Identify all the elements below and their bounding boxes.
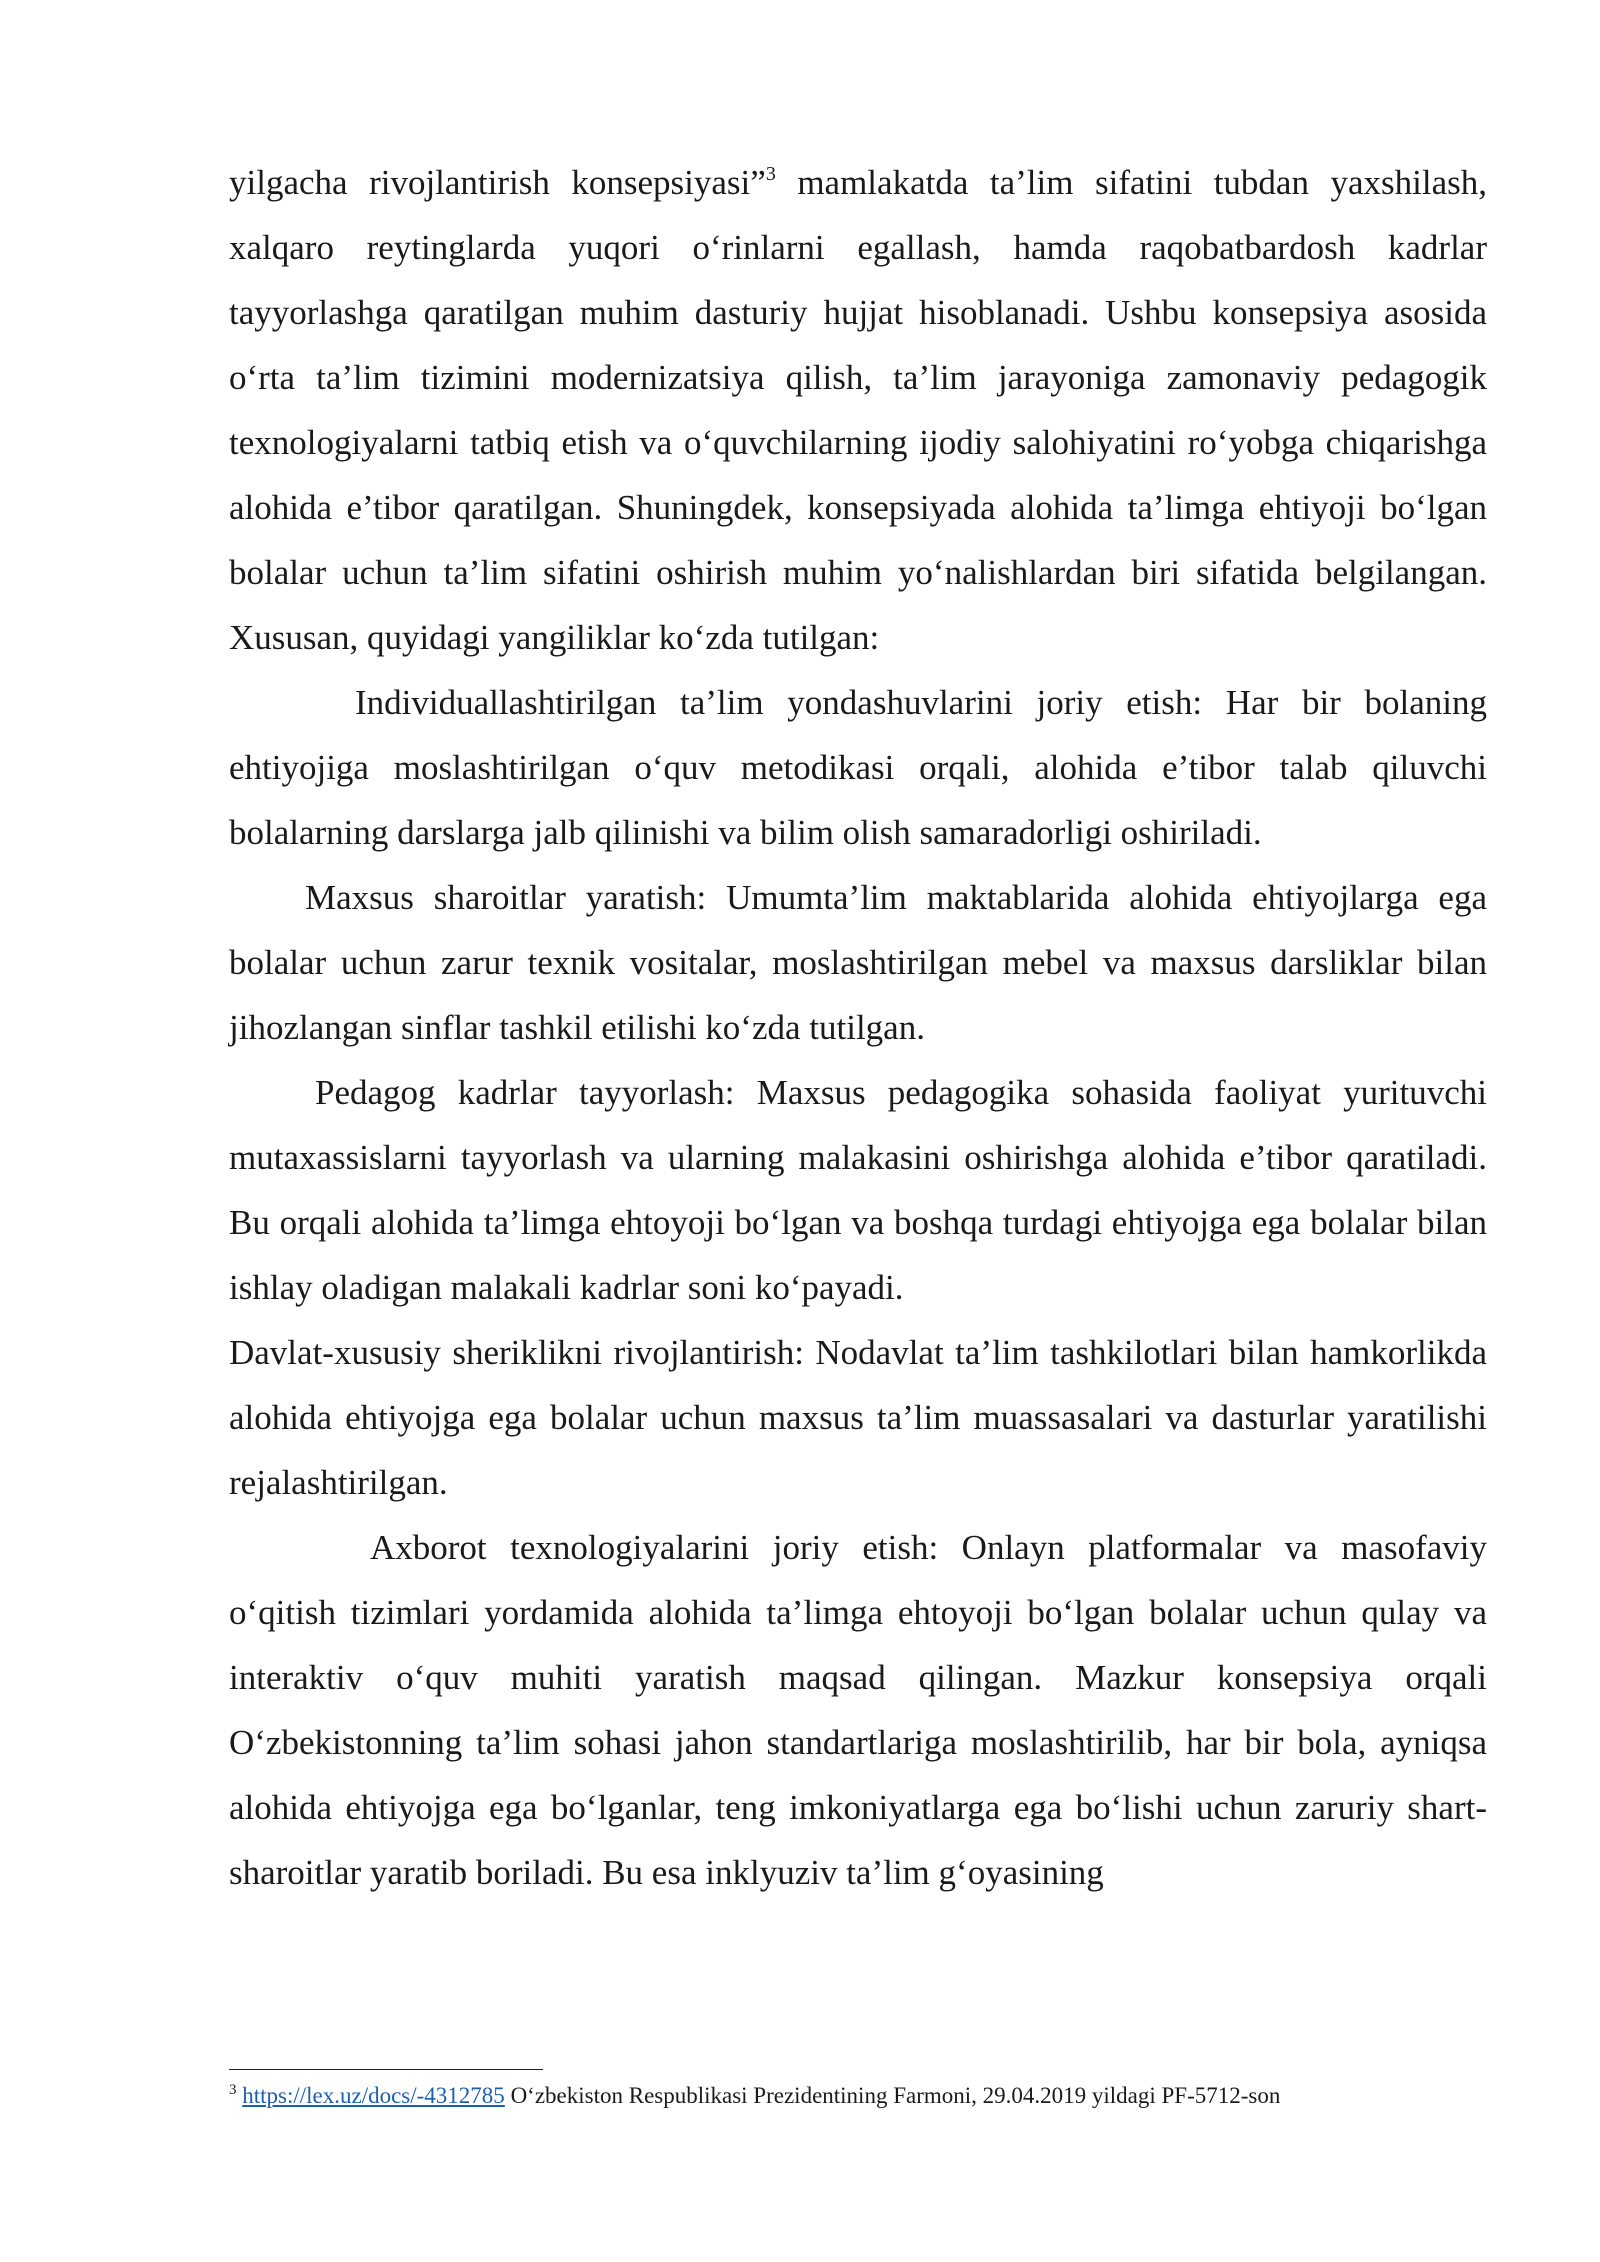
paragraph-1 — [229, 150, 1487, 670]
footnote-text: O‘zbekiston Respublikasi Prezidentining Farmoni, 29.04.2019 yildagi PF-5712-son — [504, 2083, 1281, 2108]
paragraph-1-start: yilgacha rivojlantirish konsepsiyasi” — [229, 163, 766, 202]
footnote-link[interactable]: https://lex.uz/docs/-4312785 — [242, 2083, 505, 2108]
paragraph-public-private-partnership: Davlat-xususiy sheriklikni rivojlantirish: Nodavlat ta’lim tashkilotlari bilan hamkorlikda alohida ehtiyojga ega bolalar uchun maxsus ta’lim muassasalari va dasturlar yaratilishi rejalashtirilgan. — [229, 1333, 1487, 1502]
paragraph-teacher-training: Pedagog kadrlar tayyorlash: Maxsus pedagogika sohasida faoliyat yurituvchi mutaxassislarni tayyorlash va ularning malakasini oshirishga alohida e’tibor qaratiladi. Bu orqali alohida ta’limga ehtoyoji bo‘lgan va boshqa turdagi ehtiyojga ega bolalar bilan ishlay oladigan malakali kadrlar soni ko‘payadi. — [229, 1073, 1487, 1307]
paragraph-information-technologies: Axborot texnologiyalarini joriy etish: Onlayn platformalar va masofaviy o‘qitish tizimlari yordamida alohida ta’limga ehtoyoji bo‘lgan bolalar uchun qulay va interaktiv o‘quv muhiti yaratish maqsad qilingan. Mazkur konsepsiya orqali O‘zbekistonning ta’lim sohasi jahon standartlariga moslashtirilib, har bir bola, ayniqsa alohida ehtiyojga ega bo‘lganlar, teng imkoniyatlarga ega bo‘lishi uchun zaruriy shart-sharoitlar yaratib boriladi. Bu esa inklyuziv ta’lim g‘oyasining — [229, 1528, 1487, 1892]
footnote-reference[interactable]: 3 — [765, 163, 776, 185]
paragraph-special-conditions: Maxsus sharoitlar yaratish: Umumta’lim maktablarida alohida ehtiyojlarga ega bolalar uchun zarur texnik vositalar, moslashtirilgan mebel va maxsus darsliklar bilan jihozlangan sinflar tashkil etilishi ko‘zda tutilgan. — [229, 878, 1487, 1047]
footnote — [229, 2081, 1529, 2111]
paragraph-1-rest: mamlakatda ta’lim sifatini tubdan yaxshilash, xalqaro reytinglarda yuqori o‘rinlarni egallash, hamda raqobatbardosh kadrlar tayyorlashga qaratilgan muhim dasturiy hujjat hisoblanadi. Ushbu konsepsiya asosida o‘rta ta’lim tizimini modernizatsiya qilish, ta’lim jarayoniga zamonaviy pedagogik texnologiyalarni tatbiq etish va o‘quvchilarning ijodiy salohiyatini ro‘yobga chiqarishga alohida e’tibor qaratilgan. Shuningdek, konsepsiyada alohida ta’limga ehtiyoji bo‘lgan bolalar uchun ta’lim sifatini oshirish muhim yo‘nalishlardan biri sifatida belgilangan. Xususan, quyidagi yangiliklar ko‘zda tutilgan: — [229, 163, 1487, 657]
body-text — [229, 150, 1487, 1905]
paragraph-individual-approach: Individuallashtirilgan ta’lim yondashuvlarini joriy etish: Har bir bolaning ehtiyojiga moslashtirilgan o‘quv metodikasi orqali, alohida e’tibor talab qiluvchi bolalarning darslarga jalb qilinishi va bilim olish samaradorligi oshiriladi. — [229, 683, 1487, 852]
footnote-marker: 3 — [229, 2082, 237, 2098]
footnote-separator — [229, 2069, 543, 2070]
